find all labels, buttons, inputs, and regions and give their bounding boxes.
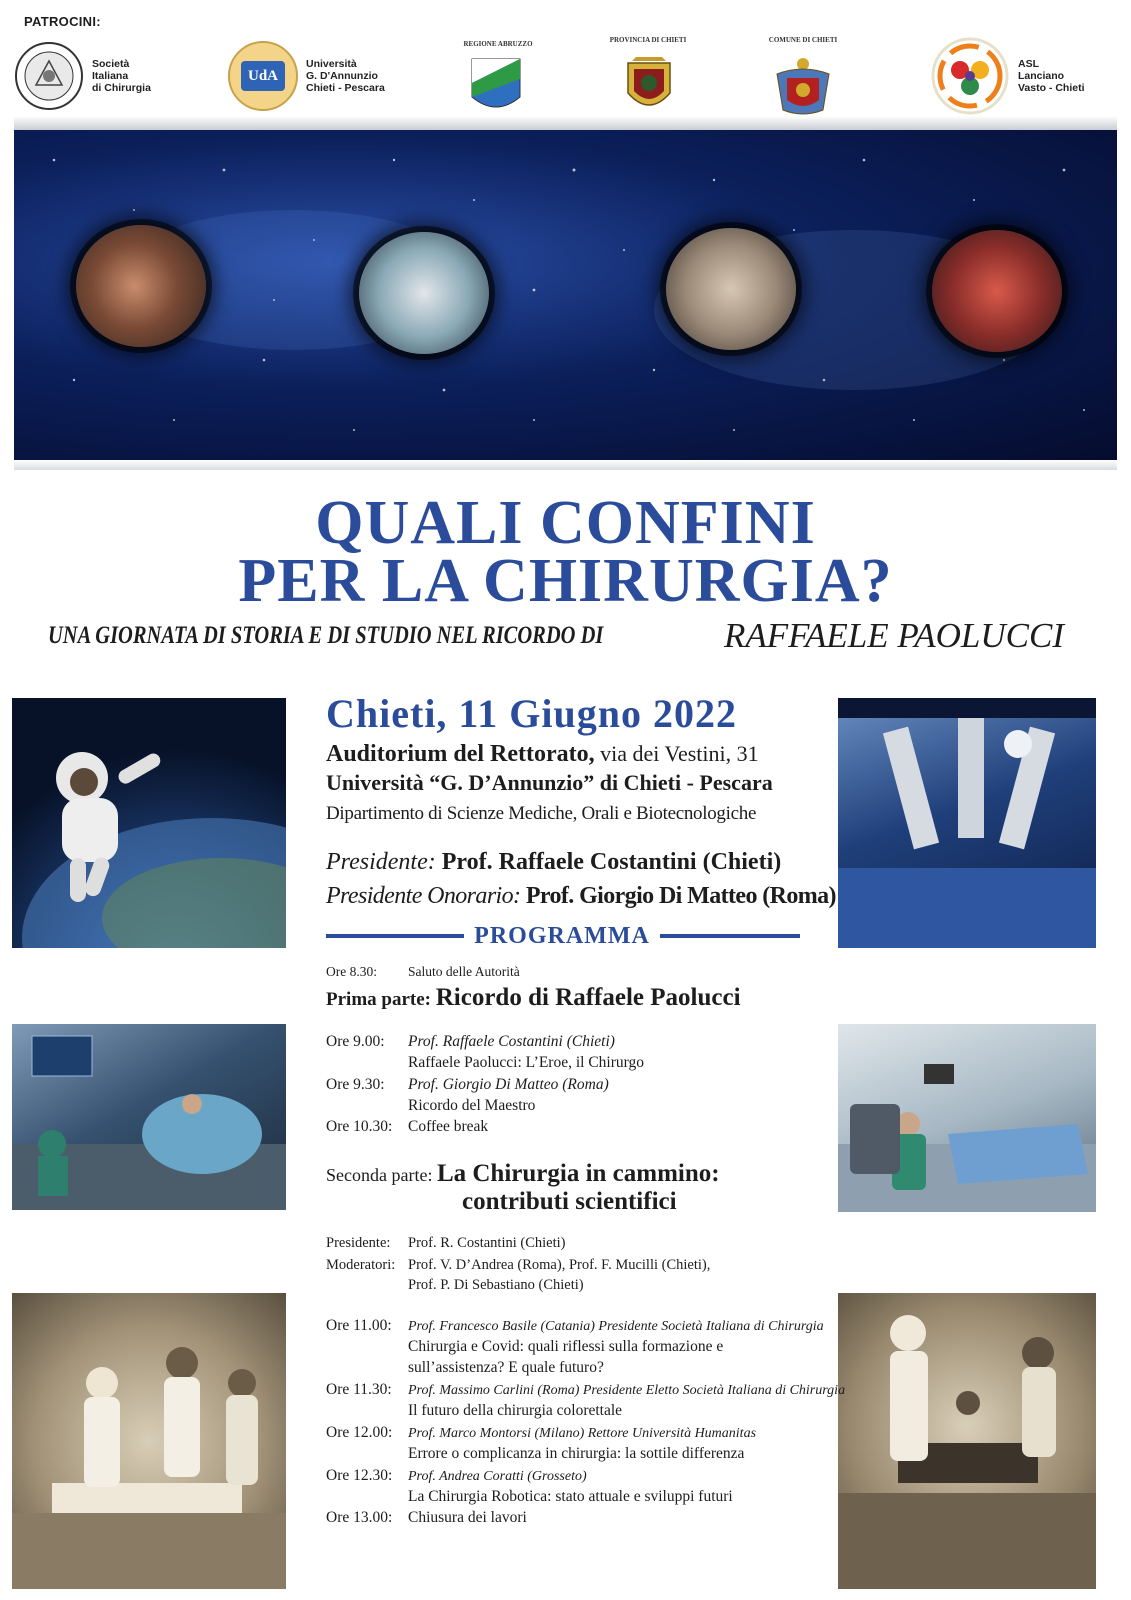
venue-name: Auditorium del Rettorato, (326, 741, 595, 767)
banner-divider (14, 460, 1117, 470)
comune-caption: COMUNE DI CHIETI (768, 36, 838, 44)
item-0930-title: Ricordo del Maestro (408, 1097, 536, 1114)
space-surgery-banner (14, 130, 1117, 460)
operating-room-photo-1 (12, 1024, 286, 1210)
event-department: Dipartimento di Scienze Mediche, Orali e Biotecnologiche (326, 803, 757, 824)
session-chair (326, 1235, 565, 1252)
item-time: Ore 12.30: (326, 1467, 393, 1484)
part-one-title: Ricordo di Raffaele Paolucci (435, 984, 741, 1011)
event-venue (326, 741, 759, 768)
historical-surgery-illustration-1 (12, 1293, 286, 1589)
president-label: Presidente: (326, 849, 436, 875)
sponsor-divider (14, 116, 1117, 130)
title-line-1: QUALI CONFINI (315, 489, 816, 557)
item-time: Ore 13.00: (326, 1509, 393, 1526)
part-two-title-line-1: La Chirurgia in cammino: (436, 1160, 720, 1187)
astronaut-illustration (12, 698, 286, 948)
sponsor-provincia (609, 36, 687, 116)
part-two-heading (326, 1160, 720, 1188)
subtitle-name: RAFFAELE PAOLUCCI (724, 616, 1064, 655)
comune-chieti-crest-icon (773, 56, 833, 118)
moderators-label: Moderatori: (326, 1257, 396, 1273)
regione-caption: REGIONE ABRUZZO (463, 40, 533, 48)
event-date: Chieti, 11 Giugno 2022 (326, 691, 737, 736)
provincia-chieti-crest-icon (624, 55, 674, 117)
president-name: Prof. Raffaele Costantini (Chieti) (435, 849, 782, 875)
surgery-porthole-1 (76, 225, 206, 347)
item-speaker: Prof. Giorgio Di Matteo (Roma) (408, 1076, 609, 1093)
item-speaker: Prof. Andrea Coratti (Grosseto) (408, 1469, 587, 1484)
chair-label: Presidente: (326, 1235, 391, 1251)
astronaut-photo (12, 698, 286, 948)
item-speaker: Prof. Marco Montorsi (Milano) Rettore Università Humanitas (408, 1426, 757, 1441)
historical-surgery-illustration-2 (838, 1293, 1096, 1589)
programme-item-1300 (326, 1509, 527, 1527)
item-1100-title-1: Chirurgia e Covid: quali riflessi sulla formazione e (408, 1338, 724, 1355)
sic-label: Società Italiana di Chirurgia (92, 58, 151, 94)
item-time: Ore 9.30: (326, 1076, 385, 1093)
item-1230-title: La Chirurgia Robotica: stato attuale e sviluppi futuri (408, 1488, 733, 1505)
event-honorary-president (326, 883, 836, 910)
part-two-label: Seconda parte: (326, 1165, 437, 1185)
honorary-name: Prof. Giorgio Di Matteo (Roma) (520, 883, 836, 909)
sponsor-unich (228, 36, 385, 116)
session-moderators (326, 1257, 710, 1274)
subtitle (48, 616, 1088, 655)
sic-seal-icon (14, 41, 84, 111)
robotic-arms-illustration (838, 698, 1096, 948)
sponsor-asl (930, 36, 1085, 116)
asl-logo-icon (930, 36, 1010, 116)
item-time: Ore 9.00: (326, 1033, 385, 1050)
item-time: Ore 8.30: (326, 964, 377, 979)
item-1100-title-2: sull’assistenza? E quale futuro? (408, 1359, 604, 1376)
moderators-names-2: Prof. P. Di Sebastiano (Chieti) (408, 1277, 584, 1293)
item-text: Coffee break (408, 1118, 489, 1135)
unich-logo-text: UdA (241, 61, 285, 91)
item-time: Ore 11.30: (326, 1381, 392, 1398)
surgery-porthole-4 (932, 230, 1062, 352)
moderators-names-1: Prof. V. D’Andrea (Roma), Prof. F. Mucilli (Chieti), (408, 1257, 711, 1273)
item-speaker: Prof. Raffaele Costantini (Chieti) (408, 1033, 615, 1050)
regione-abruzzo-crest-icon (470, 57, 522, 115)
part-two-title-line-2-wrap (462, 1188, 677, 1216)
programme-item-0930 (326, 1076, 609, 1094)
item-time: Ore 11.00: (326, 1317, 392, 1334)
item-0900-title: Raffaele Paolucci: L’Eroe, il Chirurgo (408, 1054, 645, 1071)
event-university: Università “G. D’Annunzio” di Chieti - Pescara (326, 770, 773, 795)
item-time: Ore 10.30: (326, 1118, 393, 1135)
programme-item-1230 (326, 1467, 587, 1485)
part-two-title-line-2: contributi scientifici (462, 1188, 677, 1215)
item-speaker: Prof. Massimo Carlini (Roma) Presidente Eletto Società Italiana di Chirurgia (408, 1383, 846, 1398)
historical-surgery-photo-2 (838, 1293, 1096, 1589)
part-one-heading (326, 984, 741, 1012)
robotic-surgery-photo-1 (838, 698, 1096, 948)
programma-rule-left (326, 934, 464, 938)
historical-surgery-photo-1 (12, 1293, 286, 1589)
item-time: Ore 12.00: (326, 1424, 393, 1441)
operating-room-photo-2 (838, 1024, 1096, 1212)
programme-item-opening (326, 964, 520, 980)
unich-label: Università G. D'Annunzio Chieti - Pescara (306, 58, 385, 94)
item-speaker: Prof. Francesco Basile (Catania) Presidente Società Italiana di Chirurgia (408, 1319, 824, 1334)
sponsor-comune (768, 36, 838, 116)
programme-item-1100 (326, 1317, 824, 1335)
item-1130-title: Il futuro della chirurgia colorettale (408, 1402, 623, 1419)
unich-logo (228, 41, 298, 111)
sponsor-sic (14, 36, 151, 116)
title-line-2: PER LA CHIRURGIA? (238, 547, 893, 615)
item-1200-title: Errore o complicanza in chirurgia: la sottile differenza (408, 1445, 745, 1462)
item-text: Saluto delle Autorità (408, 964, 520, 979)
provincia-caption: PROVINCIA DI CHIETI (609, 36, 687, 44)
surgery-porthole-2 (359, 232, 489, 354)
subtitle-text: UNA GIORNATA DI STORIA E DI STUDIO NEL RICORDO DI (48, 622, 604, 649)
item-text: Chiusura dei lavori (408, 1509, 527, 1526)
venue-address: via dei Vestini, 31 (594, 741, 759, 766)
sponsors-heading: PATROCINI: (24, 14, 101, 29)
programme-item-1130 (326, 1381, 845, 1399)
chair-name: Prof. R. Costantini (Chieti) (408, 1235, 566, 1251)
asl-label: ASL Lanciano Vasto - Chieti (1018, 58, 1085, 94)
programme-item-1200 (326, 1424, 756, 1442)
operating-room-illustration-2 (838, 1024, 1096, 1212)
programma-heading: PROGRAMMA (474, 923, 650, 949)
programme-item-0900 (326, 1033, 615, 1051)
programme-item-1030 (326, 1118, 488, 1136)
event-president (326, 849, 781, 876)
sponsor-regione (463, 36, 533, 116)
programma-rule-right (660, 934, 800, 938)
part-one-label: Prima parte: (326, 989, 436, 1010)
operating-room-illustration-1 (12, 1024, 286, 1210)
surgery-porthole-3 (666, 228, 796, 350)
honorary-label: Presidente Onorario: (326, 883, 521, 909)
